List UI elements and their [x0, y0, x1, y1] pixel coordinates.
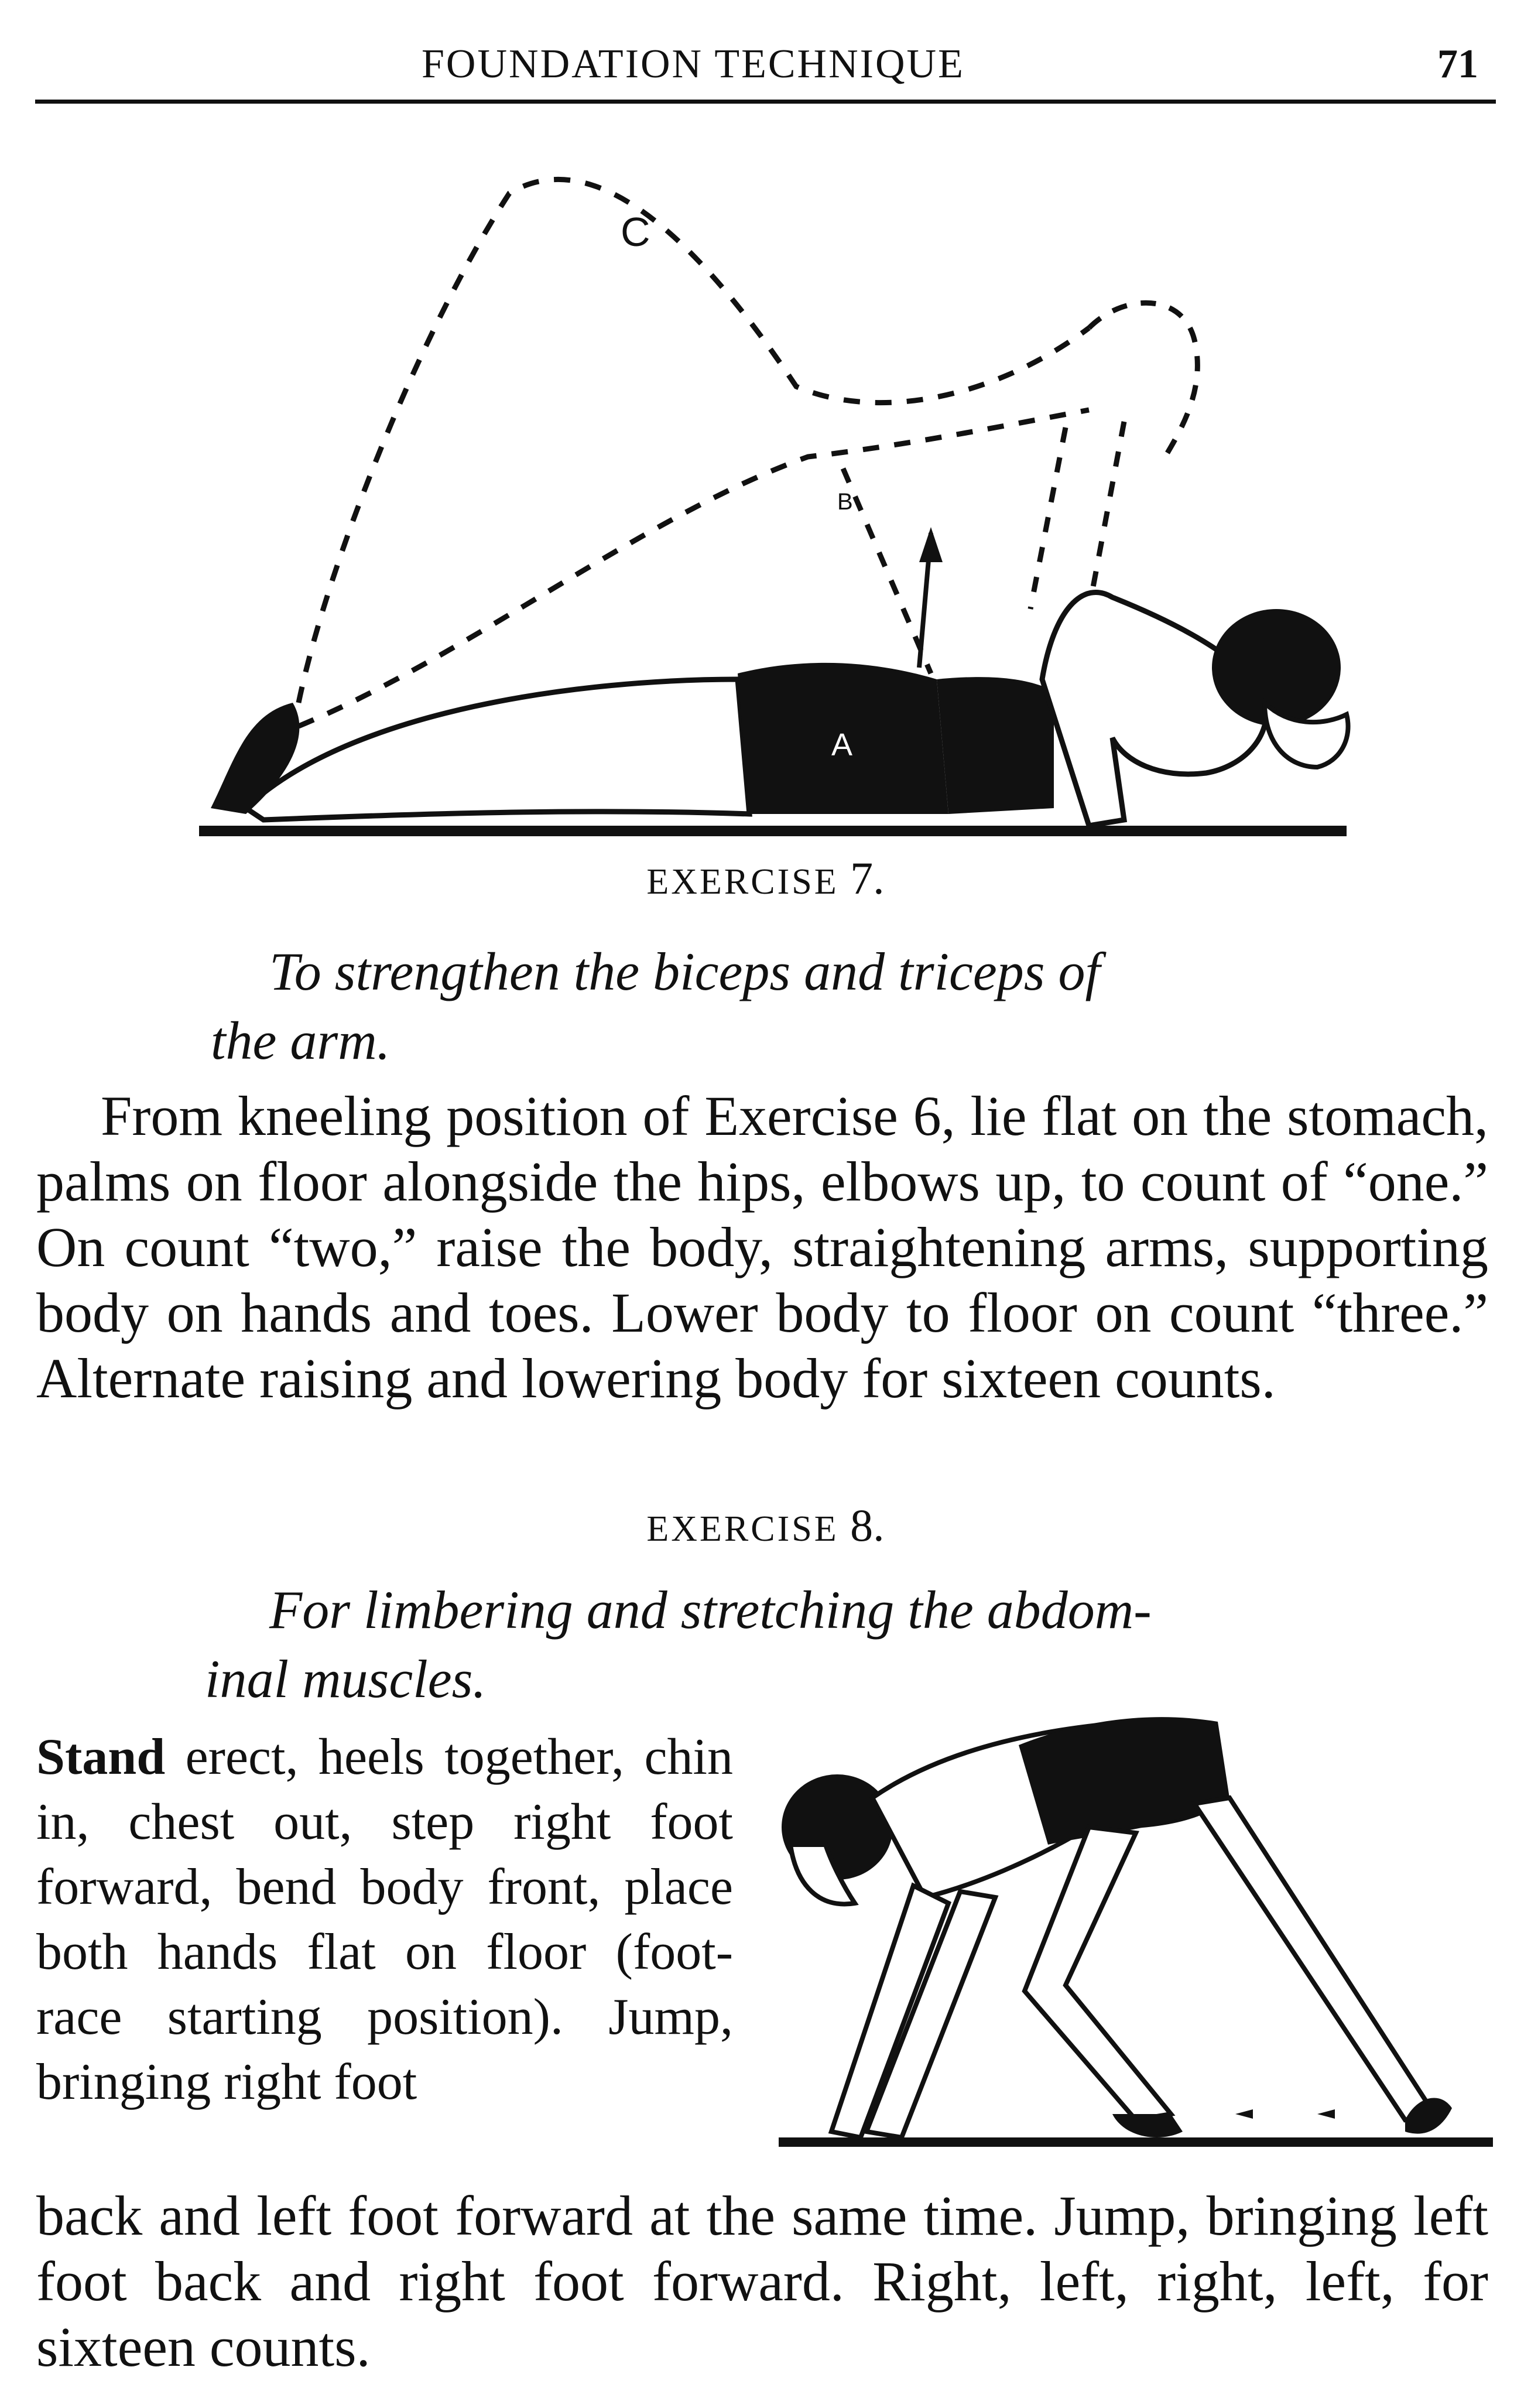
exercise-8-illustration [773, 1710, 1499, 2155]
exercise-7-illustration [176, 152, 1393, 843]
page-number: 71 [1437, 42, 1478, 87]
figure-label-b: B [837, 489, 853, 515]
figure-label-c: C [621, 209, 650, 255]
exercise-7-caption-number: 7. [850, 853, 885, 904]
exercise-8-body-wrapped [36, 1725, 733, 2115]
exercise-8-body-continued: back and left foot forward at the same time. Jump, bringing left foot back and right foot forward. Right, left, right, left, for sixteen counts. [36, 2184, 1488, 2378]
section-title: FOUNDATION TECHNIQUE [422, 42, 965, 87]
exercise-7-purpose-line-2: the arm. [211, 1011, 391, 1070]
exercise-7-caption-word: EXERCISE [646, 862, 839, 902]
exercise-8-caption-number: 8. [850, 1500, 885, 1551]
exercise-7-purpose [211, 937, 1382, 1075]
exercise-8-caption-word: EXERCISE [646, 1509, 839, 1549]
exercise-8-purpose [205, 1575, 1382, 1713]
figure-label-a: A [831, 727, 853, 762]
exercise-8-purpose-line-2: inal muscles. [205, 1649, 487, 1709]
exercise-7-purpose-line-1: To strengthen the biceps and triceps of [269, 942, 1101, 1001]
exercise-8-caption [0, 1499, 1531, 1552]
exercise-8-purpose-line-1: For limbering and stretching the abdom- [269, 1580, 1152, 1640]
exercise-8-body-wrapped-text: erect, heels together, chin in, chest out, step right foot forward, bend body front, place both hands flat on floor (foot-race starting position). Jump, bringing right foot [36, 1729, 733, 2111]
exercise-7-caption [0, 852, 1531, 905]
exercise-7-body: From kneeling position of Exercise 6, lie flat on the stomach, palms on floor alongside the hips, elbows up, to count of “one.” On count “two,” raise the body, straightening arms, supporting body on hands and toes. Lower body to floor on count “three.” Alternate raising and lowering body for sixteen counts. [36, 1085, 1488, 1410]
running-head [35, 29, 1496, 104]
exercise-8-body-lead: Stand [36, 1729, 166, 1786]
